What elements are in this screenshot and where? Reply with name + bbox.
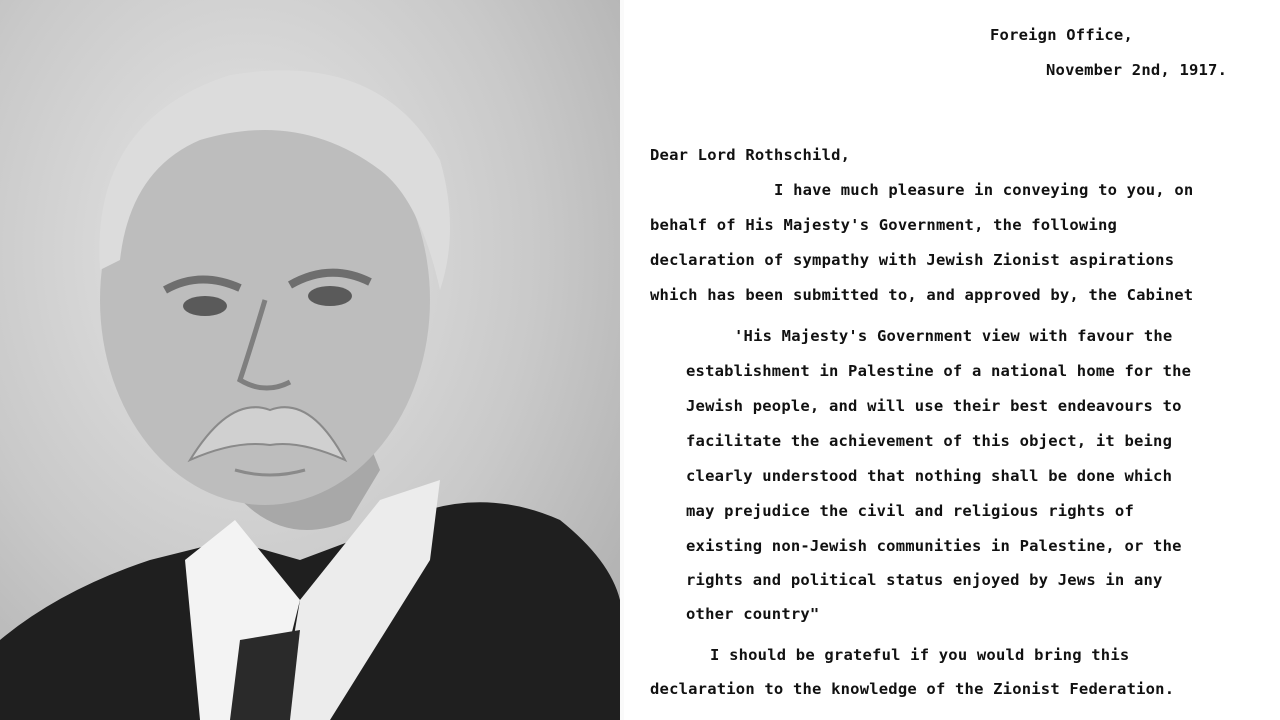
declaration-line: may prejudice the civil and religious rights of [686, 502, 1134, 520]
declaration-line: 'His Majesty's Government view with favour the [734, 327, 1173, 345]
intro-line: behalf of His Majesty's Government, the following [650, 216, 1118, 234]
intro-line: declaration of sympathy with Jewish Zionist aspirations [650, 251, 1175, 269]
declaration-line: establishment in Palestine of a national home for the [686, 362, 1192, 380]
letter-sender: Foreign Office, [990, 26, 1133, 44]
declaration-line: rights and political status enjoyed by Jews in any [686, 571, 1163, 589]
portrait-photo [0, 0, 620, 720]
letter-salutation: Dear Lord Rothschild, [650, 146, 851, 164]
balfour-letter [624, 0, 1280, 720]
intro-line: which has been submitted to, and approved by, the Cabinet [650, 286, 1194, 304]
letter-date: November 2nd, 1917. [1046, 61, 1228, 79]
declaration-line: other country" [686, 605, 820, 623]
declaration-line: Jewish people, and will use their best endeavours to [686, 397, 1182, 415]
portrait-figure [0, 0, 620, 720]
declaration-line: facilitate the achievement of this object, it being [686, 432, 1173, 450]
closing-line: declaration to the knowledge of the Zionist Federation. [650, 680, 1175, 698]
declaration-line: clearly understood that nothing shall be done which [686, 467, 1173, 485]
declaration-line: existing non-Jewish communities in Palestine, or the [686, 537, 1182, 555]
intro-line: I have much pleasure in conveying to you, on [774, 181, 1194, 199]
closing-line: I should be grateful if you would bring this [710, 646, 1130, 664]
